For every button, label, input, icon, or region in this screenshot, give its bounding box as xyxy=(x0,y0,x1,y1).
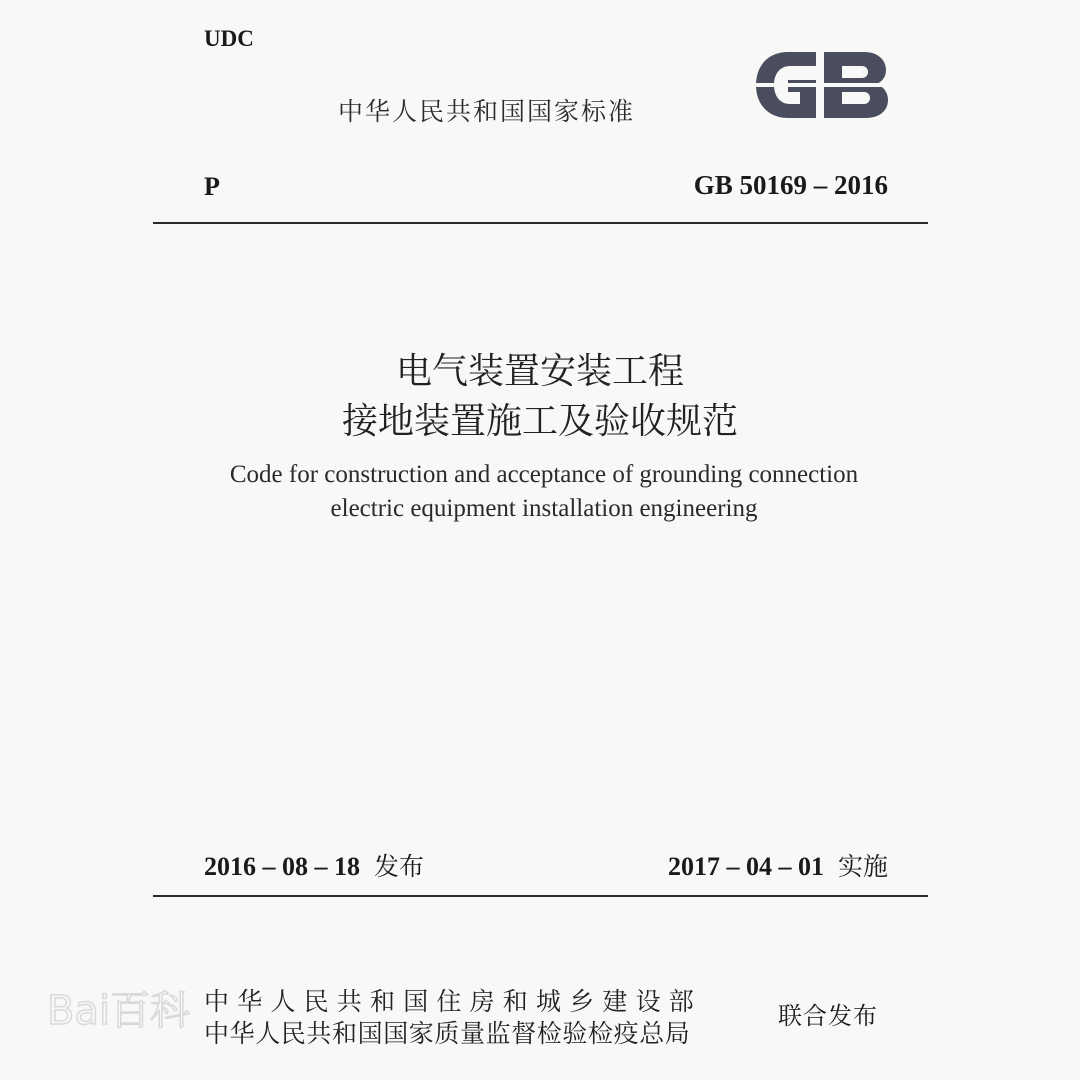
implementation-date xyxy=(668,847,888,883)
national-standard-heading: 中华人民共和国国家标准 xyxy=(338,97,636,126)
standard-number: GB 50169 – 2016 xyxy=(693,170,888,200)
classification-code: P xyxy=(204,172,220,201)
gb-logo xyxy=(752,48,890,122)
issuer-ministry-housing: 中华人民共和国住房和城乡建设部 xyxy=(204,987,703,1016)
joint-issue-label: 联合发布 xyxy=(778,1002,878,1030)
implementation-date-value: 2017 – 04 – 01 xyxy=(667,852,824,881)
top-divider xyxy=(153,222,928,224)
svg-text:Bai百科: Bai百科 xyxy=(47,988,191,1034)
issue-date-value: 2016 – 08 – 18 xyxy=(204,852,360,881)
title-cn-line1: 电气装置安装工程 xyxy=(395,351,684,392)
issue-date xyxy=(204,847,424,883)
title-en-line1: Code for construction and acceptance of grounding connection xyxy=(229,461,859,488)
issue-label: 发布 xyxy=(374,852,425,881)
title-cn-line2: 接地装置施工及验收规范 xyxy=(341,401,738,442)
implementation-label: 实施 xyxy=(837,852,888,881)
title-en-line2: electric equipment installation engineering xyxy=(330,495,758,522)
bottom-divider xyxy=(153,895,928,897)
udc-label: UDC xyxy=(204,26,254,51)
issuer-aqsiq: 中华人民共和国国家质量监督检验检疫总局 xyxy=(204,1019,691,1048)
